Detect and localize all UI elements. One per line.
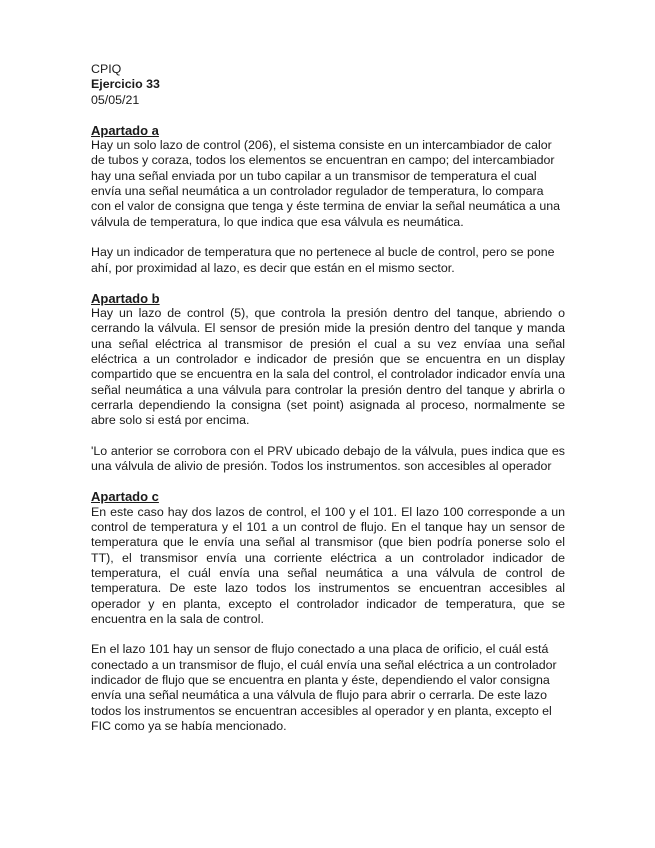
org-name: CPIQ — [91, 62, 122, 76]
paragraph: En el lazo 101 hay un sensor de flujo conectado a una placa de orificio, el cuál está conectado a un transmisor de flujo, el cuál envía una señal eléctrica a un controlador indicador de flujo que se encuentra en planta y éste, dependiendo el valor consigna envía una señal neumática a una válvula de flujo para abrir o cerrarla. De este lazo todos los instrumentos se encuentran accesibles al operador y en planta, excepto el FIC como ya se había mencionado. — [91, 642, 557, 733]
document-page — [91, 62, 565, 734]
section-apartado-c — [91, 489, 565, 734]
section-title: Apartado a — [91, 122, 159, 138]
paragraph: Hay un solo lazo de control (206), el sistema consiste en un intercambiador de calor de tubos y coraza, todos los elementos se encuentran en campo; del intercambiador hay una señal enviada por un tubo capilar a un transmisor de temperatura el cual envía una señal neumática a un controlador regulador de temperatura, lo compara con el valor de consigna que tenga y éste termina de enviar la señal neumática a una válvula de temperatura, lo que indica que esa válvula es neumática. — [91, 138, 561, 229]
section-title: Apartado c — [91, 489, 159, 505]
document-header — [91, 62, 565, 108]
exercise-title: Ejercicio 33 — [91, 77, 160, 92]
paragraph: Hay un indicador de temperatura que no pertenece al bucle de control, pero se pone ahí, por proximidad al lazo, es decir que están en el mismo sector. — [91, 245, 555, 275]
document-date: 05/05/21 — [91, 92, 140, 107]
paragraph: En este caso hay dos lazos de control, el 100 y el 101. El lazo 100 corresponde a un control de temperatura y el 101 a un control de flujo. En el tanque hay un sensor de temperatura que le envía una señal al transmisor (que bien podría ponerse solo el TT), el transmisor envía una corriente eléctrica a un controlador indicador de temperatura, el cuál envía una señal neumática a una válvula de control de temperatura. De este lazo todos los instrumentos se encuentran accesibles al operador y en planta, excepto el controlador indicador de temperatura, que se encuentra en la sala de control. — [91, 504, 565, 626]
paragraph: 'Lo anterior se corrobora con el PRV ubicado debajo de la válvula, pues indica que es una válvula de alivio de presión. Todos los instrumentos. son accesibles al operador — [91, 443, 565, 474]
section-apartado-b — [91, 291, 565, 475]
paragraph: Hay un lazo de control (5), que controla la presión dentro del tanque, abriendo o cerrando la válvula. El sensor de presión mide la presión dentro del tanque y manda una señal eléctrica al transmisor de presión el cual a su vez envíaa una señal eléctrica a un controlador e indicador de presión que se encuentra en un display compartido que se encuentra en la sala del control, el controlador indicador envía una señal neumática a una válvula para controlar la presión dentro del tanque y abrirla o cerrarla dependiendo la consigna (set point) asignada al proceso, normalmente se abre solo si está por encima. — [91, 306, 565, 428]
section-title: Apartado b — [91, 290, 160, 306]
section-apartado-a — [91, 123, 565, 276]
